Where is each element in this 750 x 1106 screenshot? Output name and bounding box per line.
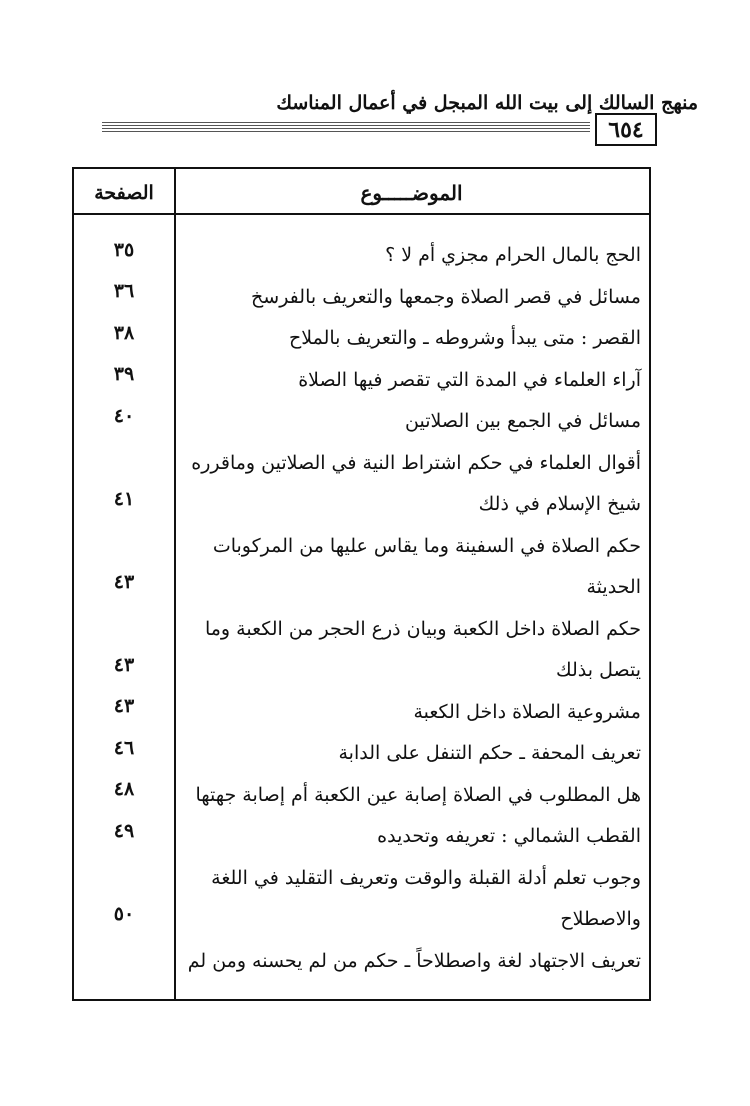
toc-entry — [74, 692, 649, 734]
toc-entry-text: أقوال العلماء في حكم اشتراط النية في الصلاتين وماقرره — [191, 451, 641, 474]
toc-entry — [74, 443, 649, 526]
toc-entry-text: القطب الشمالي : تعريفه وتحديده — [377, 825, 641, 847]
toc-table — [72, 167, 651, 1001]
toc-entry — [74, 401, 649, 443]
toc-entry-text: مسائل في الجمع بين الصلاتين — [405, 410, 641, 432]
toc-entry — [74, 318, 649, 360]
toc-entry-text: حكم الصلاة داخل الكعبة وبيان ذرع الحجر من الكعبة وما — [204, 617, 641, 640]
toc-entry-text: تعريف المحفة ـ حكم التنفل على الدابة — [338, 742, 641, 764]
toc-entry-text: مسائل في قصر الصلاة وجمعها والتعريف بالفرسخ — [251, 285, 641, 308]
running-title: منهج السالك إلى بيت الله المبجل في أعمال المناسك — [276, 92, 698, 114]
toc-entry-text: القصر : متى يبدأ وشروطه ـ والتعريف بالملاح — [288, 327, 641, 349]
toc-entry — [74, 941, 649, 983]
toc-entry-page: ٤٨ — [113, 778, 135, 800]
toc-entry-page: ٤٦ — [113, 736, 135, 759]
header-rule — [102, 122, 590, 132]
toc-entry — [74, 235, 649, 277]
toc-entry-page: ٣٥ — [113, 238, 135, 261]
column-header-page: الصفحة — [94, 182, 154, 204]
toc-entry-text: يتصل بذلك — [556, 659, 641, 681]
toc-entry-page: ٣٨ — [113, 321, 135, 344]
page-number: ٦٥٤ — [595, 113, 657, 146]
toc-entry-page: ٥٠ — [113, 902, 135, 925]
toc-entry-page: ٣٩ — [113, 363, 135, 385]
column-header-subject: الموضـــــوع — [360, 181, 463, 205]
toc-entry-text: تعريف الاجتهاد لغة واصطلاحاً ـ حكم من لم يحسنه ومن لم — [187, 949, 641, 972]
toc-entry-text: الحديثة — [586, 576, 641, 598]
toc-entry-text: حكم الصلاة في السفينة وما يقاس عليها من المركوبات — [212, 534, 641, 557]
toc-entry-text: هل المطلوب في الصلاة إصابة عين الكعبة أم إصابة جهتها — [195, 783, 641, 806]
toc-entry-text: آراء العلماء في المدة التي تقصر فيها الصلاة — [298, 368, 641, 391]
toc-entry-text: الحج بالمال الحرام مجزي أم لا ؟ — [385, 244, 641, 266]
toc-entry-text: وجوب تعلم أدلة القبلة والوقت وتعريف التقليد في اللغة — [211, 866, 641, 889]
toc-entry — [74, 733, 649, 775]
toc-entry-page: ٣٦ — [113, 280, 135, 302]
toc-entry-page: ٤٠ — [113, 404, 135, 427]
toc-entry-page: ٤٣ — [113, 695, 135, 717]
toc-entry — [74, 816, 649, 858]
toc-entry-page: ٤٩ — [113, 819, 135, 842]
header-divider — [74, 213, 649, 215]
toc-entry-page: ٤٣ — [113, 653, 135, 676]
toc-entry-text: مشروعية الصلاة داخل الكعبة — [413, 700, 641, 723]
toc-entry — [74, 277, 649, 319]
toc-entry — [74, 858, 649, 941]
toc-entry — [74, 360, 649, 402]
toc-entry — [74, 775, 649, 817]
toc-entry-page: ٤٣ — [113, 570, 135, 593]
toc-entry — [74, 609, 649, 692]
toc-entry-text: شيخ الإسلام في ذلك — [478, 493, 641, 515]
toc-rows — [74, 235, 649, 982]
toc-entry-text: والاصطلاح — [560, 908, 641, 930]
toc-entry-page: ٤١ — [113, 487, 135, 510]
toc-entry — [74, 526, 649, 609]
